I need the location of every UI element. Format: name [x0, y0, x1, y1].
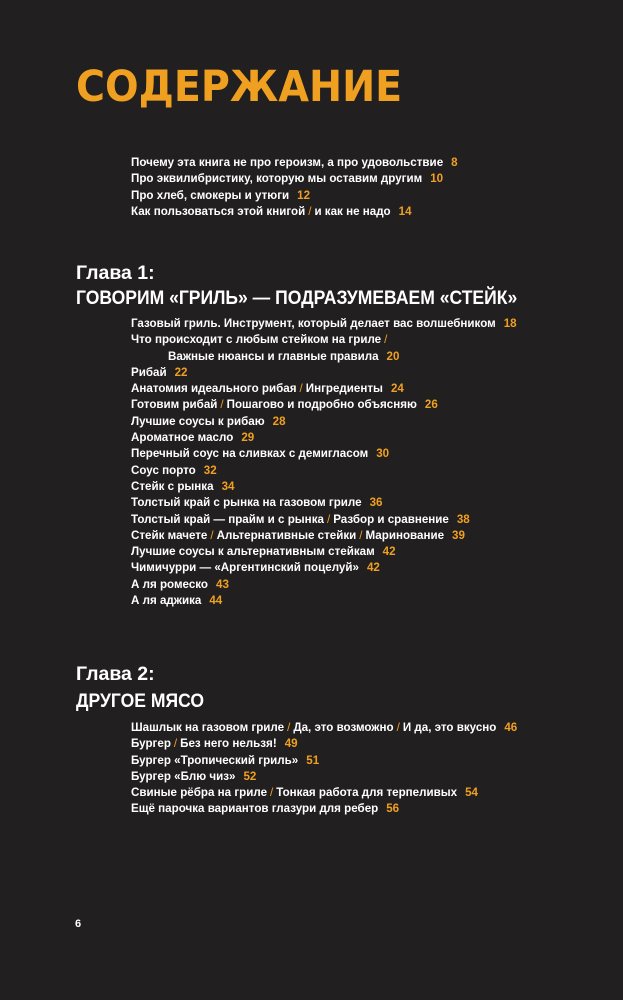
toc-page-number: 24: [390, 382, 404, 396]
toc-entry-text: Чимичурри — «Аргентинский поцелуй»: [131, 561, 359, 575]
toc-entry-text: Пошагово и подробно объясняю: [226, 398, 417, 412]
toc-page-number: 51: [306, 753, 320, 767]
toc-page-number: 38: [456, 512, 470, 526]
toc-entry[interactable]: [131, 171, 458, 187]
separator-slash: /: [287, 721, 291, 734]
toc-entry-text: Ингредиенты: [305, 382, 383, 396]
chapter-2-title: ДРУГОЕ МЯСО: [76, 690, 204, 712]
toc-entry-text: Почему эта книга не про героизм, а про удовольствие: [131, 156, 444, 169]
toc-entry[interactable]: [131, 528, 517, 544]
toc-entry-text: А ля аджика: [131, 594, 202, 608]
toc-page-number: 52: [243, 769, 257, 783]
toc-entry-text: А ля ромеско: [131, 577, 209, 591]
toc-page-number: 30: [376, 447, 390, 461]
separator-slash: /: [396, 721, 400, 734]
toc-entry[interactable]: [131, 479, 517, 495]
toc-page-number: 18: [503, 317, 517, 330]
toc-entry-text: и как не надо: [314, 204, 391, 218]
toc-page-number: 29: [241, 431, 255, 445]
toc-entry-text: Лучшие соусы к альтернативным стейкам: [131, 545, 375, 559]
toc-entry-text: Соус порто: [131, 463, 196, 477]
intro-toc: [131, 155, 458, 220]
toc-entry[interactable]: [131, 381, 517, 397]
toc-entry[interactable]: [131, 397, 517, 413]
toc-entry[interactable]: [131, 349, 517, 365]
toc-page-number: 56: [386, 802, 400, 816]
toc-entry-text: Бургер «Тропический гриль»: [131, 753, 299, 767]
toc-page-number: 22: [174, 365, 188, 379]
toc-page-number: 32: [203, 463, 217, 477]
separator-slash: /: [326, 512, 331, 526]
toc-entry-text: Лучшие соусы к рибаю: [131, 414, 265, 428]
toc-entry[interactable]: [131, 204, 458, 220]
toc-entry[interactable]: [131, 414, 517, 430]
toc-page-number: 42: [382, 545, 396, 559]
toc-entry-text: Свиные рёбра на гриле: [131, 786, 268, 800]
toc-page-number: 28: [272, 414, 286, 428]
separator-slash: /: [270, 786, 274, 800]
toc-entry-text: Стейк с рынка: [131, 479, 214, 493]
toc-entry[interactable]: [131, 593, 517, 609]
toc-entry-text: Как пользоваться этой книгой: [131, 204, 306, 218]
toc-page-number: 39: [452, 528, 465, 542]
toc-entry-text: Маринование: [365, 528, 445, 542]
separator-slash: /: [299, 382, 303, 396]
toc-entry[interactable]: [131, 430, 517, 446]
toc-page-number: 46: [504, 721, 518, 734]
toc-entry[interactable]: [131, 316, 517, 332]
separator-slash: /: [210, 528, 214, 542]
toc-entry-text: Рибай: [131, 365, 167, 379]
toc-page-number: 34: [221, 479, 235, 493]
toc-entry[interactable]: [131, 365, 517, 381]
toc-page-number: 26: [424, 398, 438, 412]
toc-entry-text: Стейк мачете: [131, 528, 208, 542]
toc-entry-text: Про хлеб, смокеры и утюги: [131, 188, 290, 202]
toc-entry[interactable]: [131, 753, 517, 769]
page-number: 6: [75, 918, 82, 930]
toc-page-number: 54: [465, 786, 478, 800]
toc-page-number: 20: [386, 349, 400, 363]
toc-entry[interactable]: [131, 560, 517, 576]
toc-entry[interactable]: [131, 736, 517, 752]
toc-page-number: 12: [297, 188, 311, 202]
toc-page-number: 10: [430, 172, 444, 186]
toc-entry[interactable]: [131, 446, 517, 462]
toc-entry-text: Что происходит с любым стейком на гриле: [131, 333, 382, 347]
toc-entry-text: Газовый гриль. Инструмент, который делает вас волшебником: [131, 317, 496, 330]
toc-entry-text: Толстый край с рынка на газовом гриле: [131, 496, 362, 510]
toc-entry-text: Бургер «Блю чиз»: [131, 769, 236, 783]
toc-entry[interactable]: [131, 495, 517, 511]
toc-entry[interactable]: [131, 188, 458, 204]
toc-entry-text: Разбор и сравнение: [333, 512, 449, 526]
toc-entry-text: Про эквилибристику, которую мы оставим другим: [131, 172, 423, 186]
toc-entry-text: Шашлык на газовом гриле: [131, 721, 285, 734]
toc-entry-text: Тонкая работа для терпеливых: [276, 786, 458, 800]
toc-entry-text: Ещё парочка вариантов глазури для ребер: [131, 802, 379, 816]
toc-entry[interactable]: [131, 769, 517, 785]
separator-slash: /: [220, 398, 224, 412]
toc-entry-text: Да, это возможно: [293, 721, 394, 734]
toc-entry-text: Ароматное масло: [131, 431, 234, 445]
toc-page-number: 42: [366, 561, 380, 575]
toc-entry[interactable]: [131, 801, 517, 817]
separator-slash: /: [173, 737, 178, 751]
toc-entry[interactable]: [131, 463, 517, 479]
toc-entry-text: Без него нельзя!: [180, 737, 277, 751]
toc-page-number: 36: [369, 496, 383, 510]
toc-entry[interactable]: [131, 720, 517, 736]
toc-entry-text: Готовим рибай: [131, 398, 218, 412]
chapter-2-toc: [131, 720, 517, 818]
toc-entry-text: Важные нюансы и главные правила: [168, 349, 379, 363]
toc-entry[interactable]: [131, 785, 517, 801]
chapter-1-toc: [131, 316, 517, 609]
toc-page-number: 44: [209, 594, 223, 608]
toc-page-number: 8: [451, 156, 458, 169]
toc-page-number: 14: [398, 204, 412, 218]
chapter-1-title: ГОВОРИМ «ГРИЛЬ» — ПОДРАЗУМЕВАЕМ «СТЕЙК»: [76, 287, 518, 309]
toc-entry[interactable]: [131, 155, 458, 171]
toc-entry-text: Бургер: [131, 737, 171, 751]
toc-entry-text: И да, это вкусно: [402, 721, 497, 734]
toc-page-number: 49: [284, 737, 298, 751]
page-title: СОДЕРЖАНИЕ: [76, 62, 403, 112]
chapter-1-number: Глава 1:: [76, 262, 155, 284]
chapter-2-number: Глава 2:: [76, 663, 155, 685]
separator-slash: /: [308, 204, 312, 218]
toc-entry-text: Перечный соус на сливках с демигласом: [131, 447, 369, 461]
separator-slash: /: [359, 528, 363, 542]
toc-page-number: 43: [216, 577, 229, 591]
toc-entry-text: Анатомия идеального рибая: [131, 382, 297, 396]
toc-entry-text: Толстый край — прайм и с рынка: [131, 512, 324, 526]
toc-entry[interactable]: [131, 544, 517, 560]
toc-entry[interactable]: [131, 332, 517, 348]
toc-entry[interactable]: [131, 512, 517, 528]
toc-entry[interactable]: [131, 577, 517, 593]
toc-entry-text: Альтернативные стейки: [216, 528, 357, 542]
separator-slash: /: [384, 333, 388, 347]
